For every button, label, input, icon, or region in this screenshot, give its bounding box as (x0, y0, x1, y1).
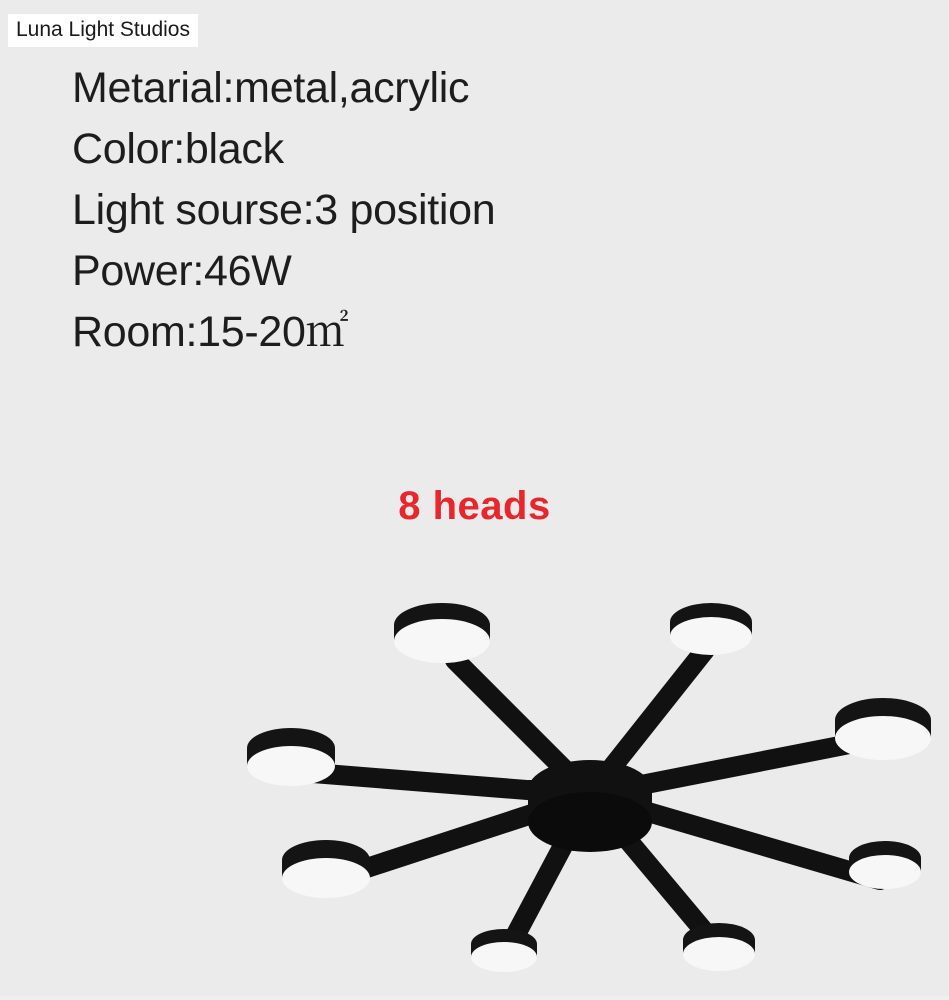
page-bottom-edge (0, 996, 949, 1000)
spec-line-color: Color:black (72, 125, 284, 174)
product-spec-list (72, 58, 495, 363)
lamp-shade-7 (282, 840, 370, 898)
lamp-shade-1 (394, 603, 490, 663)
brand-watermark: Luna Light Studios (8, 14, 198, 47)
chandelier-illustration (0, 540, 949, 1000)
lamp-shade-8 (247, 728, 335, 786)
spec-line-light-source: Light sourse:3 position (72, 186, 496, 235)
heads-count-caption: 8 heads (398, 484, 551, 528)
spec-line-material: Metarial:metal,acrylic (72, 64, 470, 112)
lamp-center-hub (528, 760, 652, 852)
lamp-shade-6 (471, 929, 537, 972)
spec-line-room: Room:15-20㎡ (72, 308, 349, 357)
spec-line-power: Power:46W (72, 247, 292, 296)
lamp-shade-3 (835, 698, 931, 760)
lamp-shade-5 (683, 923, 755, 971)
lamp-shade-2 (670, 603, 752, 655)
lamp-shade-4 (849, 841, 921, 889)
product-image (0, 540, 949, 1000)
